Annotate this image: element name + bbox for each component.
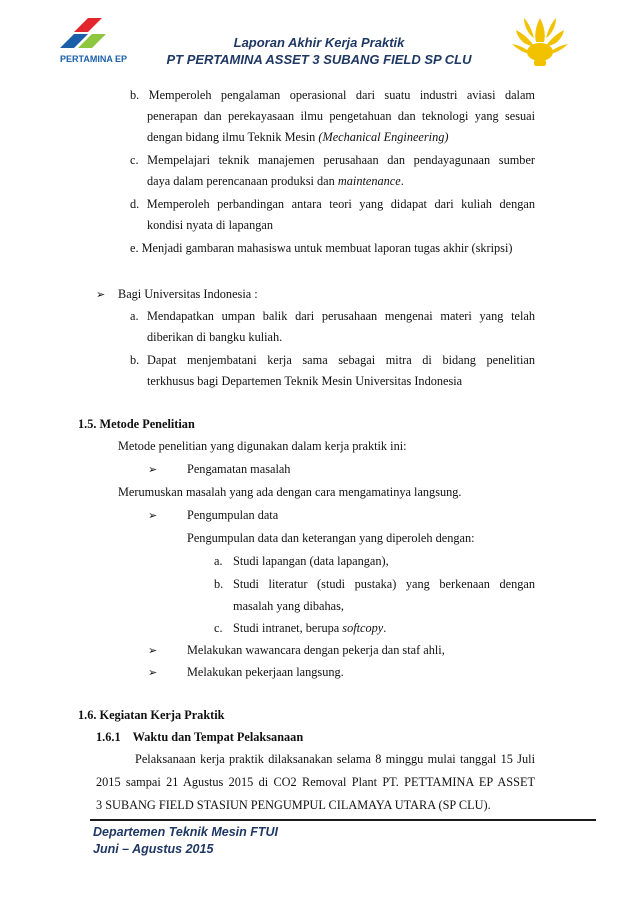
list-item-b-line3: [147, 129, 449, 145]
list-item-c-line1: c. Mempelajari teknik manajemen perusahaan dan pendayagunaan sumber: [130, 153, 535, 167]
section-1-5-heading: 1.5. Metode Penelitian: [78, 417, 195, 431]
list-item-c-period: .: [400, 174, 404, 188]
bullet-arrow-icon: ➢: [148, 509, 158, 522]
list-item-c-italic: maintenance: [337, 174, 401, 188]
bullet-arrow-icon: ➢: [148, 644, 158, 657]
sub-item-c-text: Studi intranet, berupa: [233, 621, 343, 635]
sub-item-a-label: a.: [214, 554, 223, 568]
paragraph-line2: 2015 sampai 21 Agustus 2015 di CO2 Removal Plant PT. PETTAMINA EP ASSET: [96, 775, 535, 789]
list-item-e-line1: e. Menjadi gambaran mahasiswa untuk membuat laporan tugas akhir (skripsi): [130, 241, 513, 255]
sub-item-c-period: .: [383, 621, 387, 635]
logo-wordmark: PERTAMINA EP: [60, 54, 128, 64]
sub-item-b-line2: masalah yang dibahas,: [233, 599, 344, 613]
ui-bullet-heading: Bagi Universitas Indonesia :: [118, 287, 258, 301]
sub-item-b-label: b.: [214, 577, 224, 591]
list-item-d-line2: kondisi nyata di lapangan: [147, 218, 274, 232]
section-1-6-1-heading: 1.6.1 Waktu dan Tempat Pelaksanaan: [96, 730, 304, 744]
list-item-b-text: dengan bidang ilmu Teknik Mesin: [147, 130, 319, 144]
footer-period: Juni – Agustus 2015: [93, 842, 214, 856]
footer-department: Departemen Teknik Mesin FTUI: [93, 825, 278, 839]
method-item-1: Pengamatan masalah: [187, 462, 291, 476]
list-item-d-line1: d. Memperoleh perbandingan antara teori yang didapat dari kuliah dengan: [130, 197, 535, 211]
list-item-c-text: daya dalam perencanaan produksi dan: [147, 174, 338, 188]
sub-item-a: Studi lapangan (data lapangan),: [233, 554, 389, 568]
section-1-5-intro: Metode penelitian yang digunakan dalam kerja praktik ini:: [118, 439, 407, 453]
sub-item-c: [233, 620, 386, 636]
ui-item-b-line2: terkhusus bagi Departemen Teknik Mesin Universitas Indonesia: [147, 374, 463, 388]
header-title-line1: Laporan Akhir Kerja Praktik: [233, 35, 405, 50]
list-item-c-line2: [147, 173, 404, 189]
bullet-arrow-icon: ➢: [96, 288, 106, 301]
paragraph-line3: 3 SUBANG FIELD STASIUN PENGUMPUL CILAMAYA UTARA (SP CLU).: [96, 798, 491, 812]
section-1-6-heading: 1.6. Kegiatan Kerja Praktik: [78, 708, 225, 722]
list-item-b-italic: (Mechanical Engineering): [318, 130, 449, 144]
ui-item-a-line1: Mendapatkan umpan balik dari perusahaan mengenai materi yang telah: [147, 309, 535, 323]
bullet-arrow-icon: ➢: [148, 666, 158, 679]
method-item-4: Melakukan pekerjaan langsung.: [187, 665, 344, 679]
ui-item-a-label: a.: [130, 309, 139, 323]
sub-item-c-italic: softcopy: [342, 621, 384, 635]
sub-item-c-label: c.: [214, 621, 223, 635]
list-item-b-line2: penerapan dan perekayasaan ilmu pengetahuan dan teknologi yang sesuai: [147, 109, 535, 123]
footer-divider: [90, 819, 596, 821]
list-item-b-line1: b. Memperoleh pengalaman operasional dari suatu industri aviasi dalam: [130, 88, 535, 102]
method-item-3: Melakukan wawancara dengan pekerja dan staf ahli,: [187, 643, 445, 657]
bullet-arrow-icon: ➢: [148, 463, 158, 476]
ui-item-b-label: b.: [130, 353, 140, 367]
method-item-2-desc: Pengumpulan data dan keterangan yang diperoleh dengan:: [187, 531, 475, 545]
ui-item-a-line2: diberikan di bangku kuliah.: [147, 330, 283, 344]
header-title-line2: PT PERTAMINA ASSET 3 SUBANG FIELD SP CLU: [166, 52, 472, 67]
paragraph-line1: Pelaksanaan kerja praktik dilaksanakan selama 8 minggu mulai tanggal 15 Juli: [135, 752, 535, 766]
method-item-1-desc: Merumuskan masalah yang ada dengan cara mengamatinya langsung.: [118, 485, 462, 499]
ui-item-b-line1: Dapat menjembatani kerja sama sebagai mitra di bidang penelitian: [147, 353, 535, 367]
sub-item-b-line1: Studi literatur (studi pustaka) yang berkenaan dengan: [233, 577, 535, 591]
method-item-2: Pengumpulan data: [187, 508, 279, 522]
